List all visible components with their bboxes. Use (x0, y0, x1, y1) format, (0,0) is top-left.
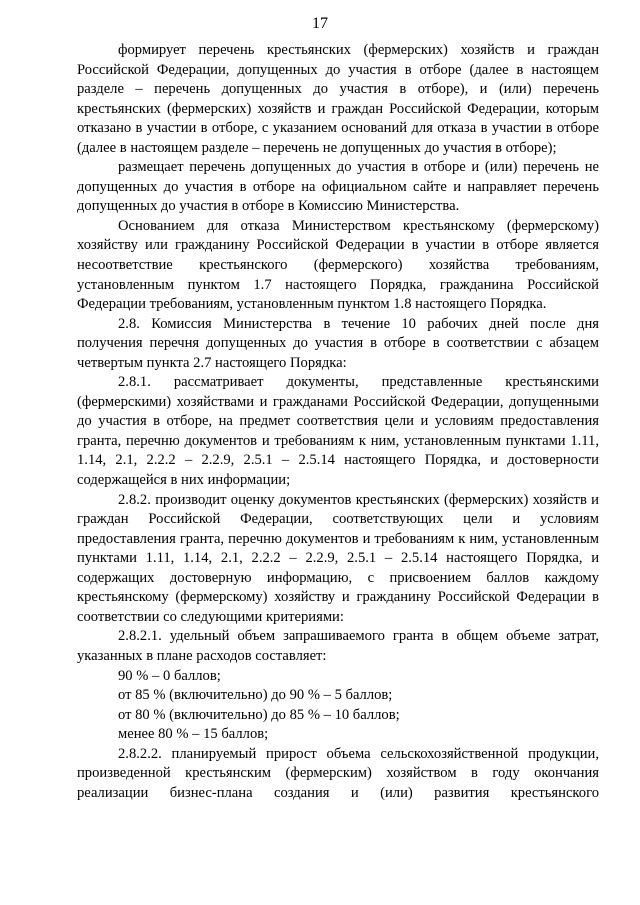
paragraph-section-2-8-2-2: 2.8.2.2. планируемый прирост объема сельскохозяйственной продукции, произведенной крестьянским (фермерским) хозяйством в году окончания реализации бизнес-плана создания и (или) развития крестьянского (77, 745, 599, 801)
paragraph-section-2-8-2-1: 2.8.2.1. удельный объем запрашиваемого гранта в общем объеме затрат, указанных в плане расходов составляет: (77, 628, 599, 664)
page-number: 17 (312, 15, 328, 32)
criterion-line: от 85 % (включительно) до 90 % – 5 баллов; (118, 687, 393, 704)
paragraph-section-2-8-1: 2.8.1. рассматривает документы, представленные крестьянскими (фермерскими) хозяйствами и гражданами Российской Федерации, допущенными до участия в отборе, на предмет соответствия цели и условиям предоставления гранта, перечню документов и требованиям к ним, установленным пунктами 1.11, 1.14, 2.1, 2.2.2 – 2.2.9, 2.5.1 – 2.5.14 настоящего Порядка, и достоверности содержащейся в них информации; (77, 374, 599, 489)
criterion-line: от 80 % (включительно) до 85 % – 10 баллов; (118, 706, 400, 723)
paragraph-section-2-8: 2.8. Комиссия Министерства в течение 10 рабочих дней после дня получения перечня допущенных до участия в отборе в соответствии с абзацем четвертым пункта 2.7 настоящего Порядка: (77, 315, 599, 371)
paragraph-refusal-grounds: Основанием для отказа Министерством крестьянскому (фермерскому) хозяйству или гражданину Российской Федерации в участии в отборе является несоответствие крестьянского (фермерского) хозяйства требованиям, установленным пунктом 1.7 настоящего Порядка, гражданина Российской Федерации требованиям, установленным пунктом 1.8 настоящего Порядка. (77, 217, 599, 313)
paragraph-list-publication: размещает перечень допущенных до участия в отборе и (или) перечень не допущенных до участия в отборе на официальном сайте и направляет перечень допущенных до участия в отборе в Комиссию Министерства. (77, 159, 599, 215)
document-body (77, 41, 599, 803)
criterion-line: 90 % – 0 баллов; (118, 667, 221, 684)
criterion-line: менее 80 % – 15 баллов; (118, 726, 269, 743)
paragraph-list-formation: формирует перечень крестьянских (фермерских) хозяйств и граждан Российской Федерации, допущенных до участия в отборе (далее в настоящем разделе – перечень допущенных до участия в отборе), и (или) перечень крестьянских (фермерских) хозяйств и граждан Российской Федерации, которым отказано в участии в отборе, с указанием оснований для отказа в участии в отборе (далее в настоящем разделе – перечень не допущенных до участия в отборе); (77, 42, 599, 156)
paragraph-section-2-8-2: 2.8.2. производит оценку документов крестьянских (фермерских) хозяйств и граждан Российской Федерации, соответствующих цели и условиям предоставления гранта, перечню документов и требованиям к ним, установленным пунктами 1.11, 1.14, 2.1, 2.2.2 – 2.2.9, 2.5.1 – 2.5.14 настоящего Порядка, и содержащих достоверную информацию, с присвоением баллов каждому крестьянскому (фермерскому) хозяйству и гражданину Российской Федерации в соответствии со следующими критериями: (77, 491, 599, 625)
